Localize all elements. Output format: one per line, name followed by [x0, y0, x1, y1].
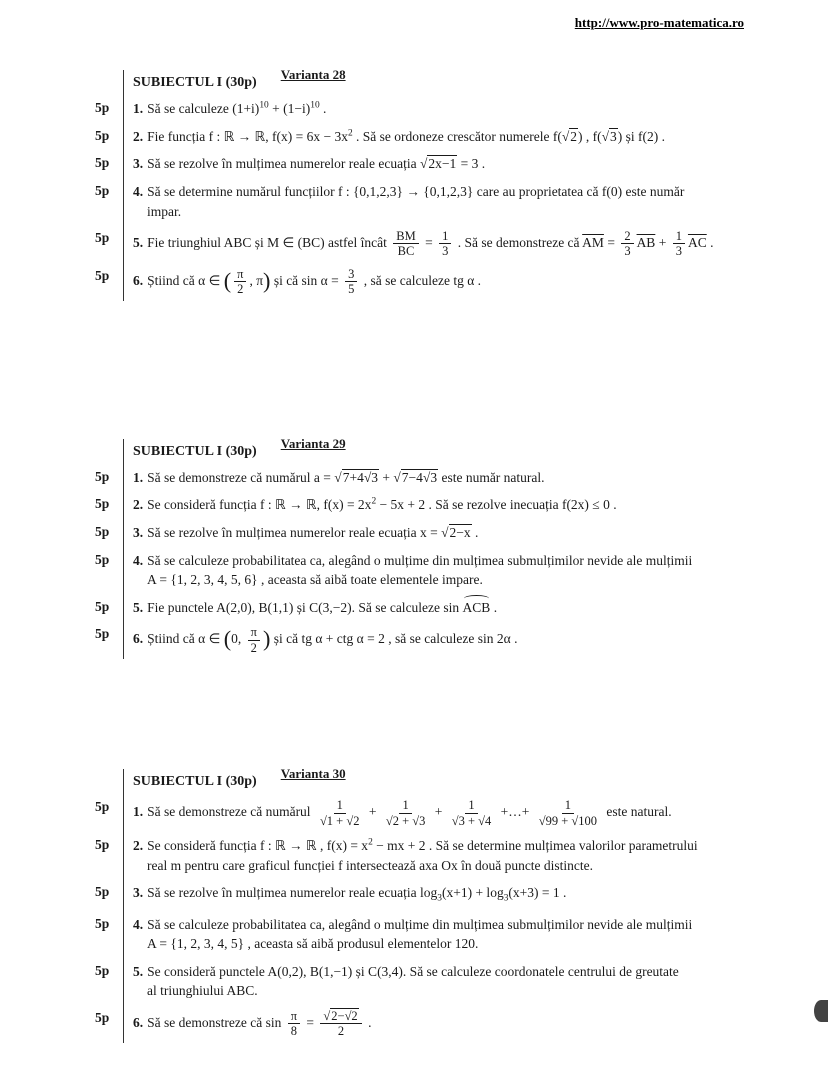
heading-content	[123, 766, 763, 794]
math-text: Fie funcția f : ℝ → ℝ, f(x) = 6x − 3x	[147, 128, 348, 144]
math-text: +…+	[497, 804, 533, 820]
math-text: . Să se demonstreze că	[454, 235, 583, 251]
sections-container	[95, 67, 763, 1043]
math-text: Să se demonstreze că numărul	[147, 804, 314, 820]
points-spacer	[95, 439, 123, 444]
math-text: , să se calculeze tg α .	[360, 272, 482, 288]
problem-number: 5.	[133, 599, 144, 615]
math-ov: $\overline{AC}$	[687, 235, 707, 251]
math-sqrt: √2	[561, 128, 577, 144]
math-text: și că tg α + ctg α = 2 , să se calculeze sin 2α .	[270, 631, 518, 647]
math-sqrt: √2−x	[441, 525, 471, 541]
problem-number: 6.	[133, 631, 144, 647]
problem-text	[123, 879, 763, 910]
points-label: 5p	[95, 884, 110, 900]
math-text: ) , f(	[578, 128, 602, 144]
section-title: SUBIECTUL I (30p)	[133, 443, 257, 459]
math-text: Se consideră funcția f : ℝ → ℝ , f(x) = x	[147, 838, 369, 854]
problem-text	[123, 1005, 763, 1043]
math-frac: $\frac{3}{5}$	[345, 267, 357, 297]
problem-number: 4.	[133, 183, 144, 199]
problem-text	[123, 150, 763, 178]
problem-row	[95, 879, 763, 910]
page-header	[0, 0, 828, 34]
problem-number: 4.	[133, 552, 144, 568]
points-label: 5p	[95, 524, 110, 540]
math-text: A = {1, 2, 3, 4, 5} , aceasta să aibă produsul elementelor 120.	[147, 936, 479, 952]
math-text: (x+1) + log	[441, 885, 504, 901]
problem-text	[123, 958, 763, 1005]
problem-text	[123, 794, 763, 832]
math-text: Știind că α ∈	[147, 272, 224, 288]
math-sqrt: √7+4√3	[334, 469, 378, 485]
math-text: și că sin α =	[270, 272, 343, 288]
points-label: 5p	[95, 127, 110, 143]
section-title: SUBIECTUL I (30p)	[133, 774, 257, 790]
math-text: , π	[249, 272, 264, 288]
math-sqrt: √2x−1	[420, 156, 457, 172]
math-text: real m pentru care graficul funcției f intersectează axa Ox în două puncte distincte.	[147, 857, 594, 873]
problem-row	[95, 794, 763, 832]
math-frac: $\frac{BM}{BC}$	[393, 229, 418, 259]
math-text: Să se rezolve în mulțimea numerelor reale ecuația	[147, 156, 420, 172]
problem-text	[123, 178, 763, 225]
math-frac: $\frac{\pi}{2}$	[234, 267, 246, 297]
problem-number: 1.	[133, 804, 144, 820]
problem-number: 1.	[133, 101, 144, 117]
math-frac: $\frac{1}{√3 + √4}$	[451, 798, 492, 828]
math-frac: $\frac{2}{3}$	[621, 229, 633, 259]
math-text: =	[421, 235, 437, 251]
math-text: Se consideră punctele A(0,2), B(1,−1) și C(3,4). Să se calculeze coordonatele centrului de greutate	[147, 963, 679, 979]
section-title: SUBIECTUL I (30p)	[133, 75, 257, 90]
points-spacer	[95, 769, 123, 774]
math-text: − 5x + 2 . Să se rezolve inecuația f(2x) ≤ 0 .	[376, 497, 617, 513]
problem-row	[95, 958, 763, 1005]
math-text: Să se rezolve în mulțimea numerelor reale ecuația x =	[147, 525, 442, 541]
math-text: Să se rezolve în mulțimea numerelor reale ecuația log	[147, 885, 438, 901]
points-label: 5p	[95, 837, 110, 853]
math-paren: (	[223, 626, 232, 652]
math-text: . Să se ordoneze crescător numerele f(	[352, 128, 562, 144]
problem-number: 2.	[133, 838, 144, 854]
heading-content	[123, 435, 763, 464]
math-text: este număr natural.	[438, 469, 545, 485]
points-label: 5p	[95, 182, 110, 198]
math-text: este natural.	[603, 804, 672, 820]
math-frac: $\frac{1}{√99 + √100}$	[538, 798, 598, 828]
problem-text	[123, 491, 763, 519]
problem-row	[95, 225, 763, 263]
math-frac: $\frac{1}{√2 + √3}$	[385, 798, 426, 828]
math-text: .	[706, 235, 714, 251]
problem-text	[123, 225, 763, 263]
math-text: Să se calculeze probabilitatea ca, alegând o mulțime din mulțimea submulțimilor nevide ale mulțimii	[147, 916, 693, 932]
problem-row	[95, 832, 763, 879]
subject-section-varianta-29	[95, 435, 763, 659]
problem-row	[95, 95, 763, 123]
problem-text	[123, 547, 763, 594]
math-paren: (	[223, 267, 232, 293]
variant-label: Varianta 30	[280, 766, 346, 782]
problem-row	[95, 491, 763, 519]
math-text: Să se calculeze (1+i)	[147, 101, 260, 117]
problem-row	[95, 1005, 763, 1043]
variant-label: Varianta 28	[280, 67, 346, 82]
math-sqrt: √7−4√3	[393, 469, 438, 485]
math-text: Știind că α ∈	[147, 631, 224, 647]
problem-number: 6.	[133, 272, 144, 288]
problem-number: 5.	[133, 235, 144, 251]
problem-number: 1.	[133, 469, 144, 485]
math-frac: $\frac{\pi}{8}$	[288, 1009, 300, 1039]
problem-row	[95, 547, 763, 594]
math-sup: 2	[347, 128, 353, 139]
math-sup: 10	[259, 100, 269, 111]
problem-text	[123, 263, 763, 301]
math-frac: $\frac{√2-√2}{2}$	[320, 1009, 361, 1039]
points-label: 5p	[95, 598, 110, 614]
points-label: 5p	[95, 496, 110, 512]
math-text: =	[303, 1014, 318, 1030]
site-link[interactable]: http://www.pro-matematica.ro	[574, 15, 744, 30]
problem-row	[95, 123, 763, 151]
math-text: al triunghiului ABC.	[147, 983, 258, 999]
math-text: .	[490, 599, 498, 615]
math-paren: )	[263, 267, 271, 293]
problem-number: 4.	[133, 916, 144, 932]
problem-row	[95, 519, 763, 547]
points-label: 5p	[95, 267, 110, 283]
problem-row	[95, 178, 763, 225]
subject-section-varianta-28	[95, 67, 763, 301]
math-text: A = {1, 2, 3, 4, 5, 6} , aceasta să aibă toate elementele impare.	[147, 572, 483, 588]
problem-text	[123, 594, 763, 622]
problem-text	[123, 95, 763, 123]
heading-content	[123, 67, 763, 95]
points-spacer	[95, 70, 123, 75]
problem-text	[123, 832, 763, 879]
math-text: impar.	[147, 203, 182, 219]
problem-text	[123, 464, 763, 492]
math-text: Fie triunghiul ABC și M ∈ (BC) astfel încât	[147, 235, 391, 251]
math-text: .	[364, 1014, 372, 1030]
math-text: +	[431, 804, 446, 820]
points-label: 5p	[95, 915, 110, 931]
math-frac: $\frac{1}{3}$	[439, 229, 451, 259]
problem-number: 3.	[133, 525, 144, 541]
math-text: Se consideră funcția f : ℝ → ℝ, f(x) = 2x	[147, 497, 372, 513]
points-label: 5p	[95, 799, 110, 815]
problem-number: 3.	[133, 885, 144, 901]
points-label: 5p	[95, 468, 110, 484]
variant-label: Varianta 29	[280, 435, 346, 451]
points-label: 5p	[95, 551, 110, 567]
math-text: 0,	[231, 631, 245, 647]
math-text: Să se demonstreze că sin	[147, 1014, 285, 1030]
math-paren: )	[262, 626, 271, 652]
math-ov: $\overline{AM}$	[582, 235, 604, 251]
section-heading	[95, 435, 763, 464]
problem-text	[123, 519, 763, 547]
math-sup: 2	[368, 837, 373, 848]
problem-number: 3.	[133, 156, 144, 172]
math-sup: 2	[371, 496, 377, 507]
math-text: ) și f(2) .	[617, 128, 666, 144]
math-hat: ACB	[463, 598, 491, 618]
math-text: Fie punctele A(2,0), B(1,1) și C(3,−2). Să se calculeze sin	[147, 599, 463, 615]
scan-artifact	[814, 1000, 828, 1022]
points-label: 5p	[95, 962, 110, 978]
math-sup: 10	[310, 100, 320, 111]
math-text: (x+3) = 1 .	[508, 885, 567, 901]
problem-row	[95, 911, 763, 958]
math-text: +	[379, 469, 394, 485]
problem-row	[95, 464, 763, 492]
problem-row	[95, 594, 763, 622]
math-frac: $\frac{1}{3}$	[673, 229, 685, 259]
math-sub: 3	[503, 893, 509, 904]
problem-row	[95, 263, 763, 301]
math-sqrt: √3	[601, 128, 617, 144]
math-ov: $\overline{AB}$	[636, 235, 656, 251]
math-text: − mx + 2 . Să se determine mulțimea valorilor parametrului	[372, 838, 698, 854]
math-text: =	[603, 235, 619, 251]
math-text: +	[655, 235, 670, 251]
problem-number: 6.	[133, 1014, 144, 1030]
math-text: +	[365, 804, 380, 820]
math-text: + (1−i)	[268, 101, 311, 117]
section-heading	[95, 766, 763, 794]
problem-text	[123, 123, 763, 151]
math-text: = 3 .	[457, 156, 486, 172]
points-label: 5p	[95, 100, 110, 116]
problem-row	[95, 150, 763, 178]
subject-section-varianta-30	[95, 766, 763, 1043]
math-frac: $\frac{1}{√1 + √2}$	[319, 798, 360, 828]
math-text: .	[471, 525, 479, 541]
math-sub: 3	[437, 893, 442, 904]
problem-text	[123, 911, 763, 958]
problem-text	[123, 621, 763, 659]
points-label: 5p	[95, 230, 110, 246]
math-frac: $\frac{\pi}{2}$	[248, 625, 260, 655]
math-text: Să se calculeze probabilitatea ca, alegând o mulțime din mulțimea submulțimilor nevide ale mulțimii	[147, 552, 693, 568]
problem-row	[95, 621, 763, 659]
math-text: .	[319, 101, 327, 117]
points-label: 5p	[95, 626, 110, 642]
section-heading	[95, 67, 763, 95]
problem-number: 2.	[133, 497, 144, 513]
points-label: 5p	[95, 155, 110, 171]
problem-number: 5.	[133, 963, 144, 979]
math-text: Să se demonstreze că numărul a =	[147, 469, 335, 485]
points-label: 5p	[95, 1009, 110, 1025]
math-text: Să se determine numărul funcțiilor f : {0,1,2,3} → {0,1,2,3} care au proprietatea că f(0) este număr	[147, 183, 685, 199]
problem-number: 2.	[133, 128, 144, 144]
